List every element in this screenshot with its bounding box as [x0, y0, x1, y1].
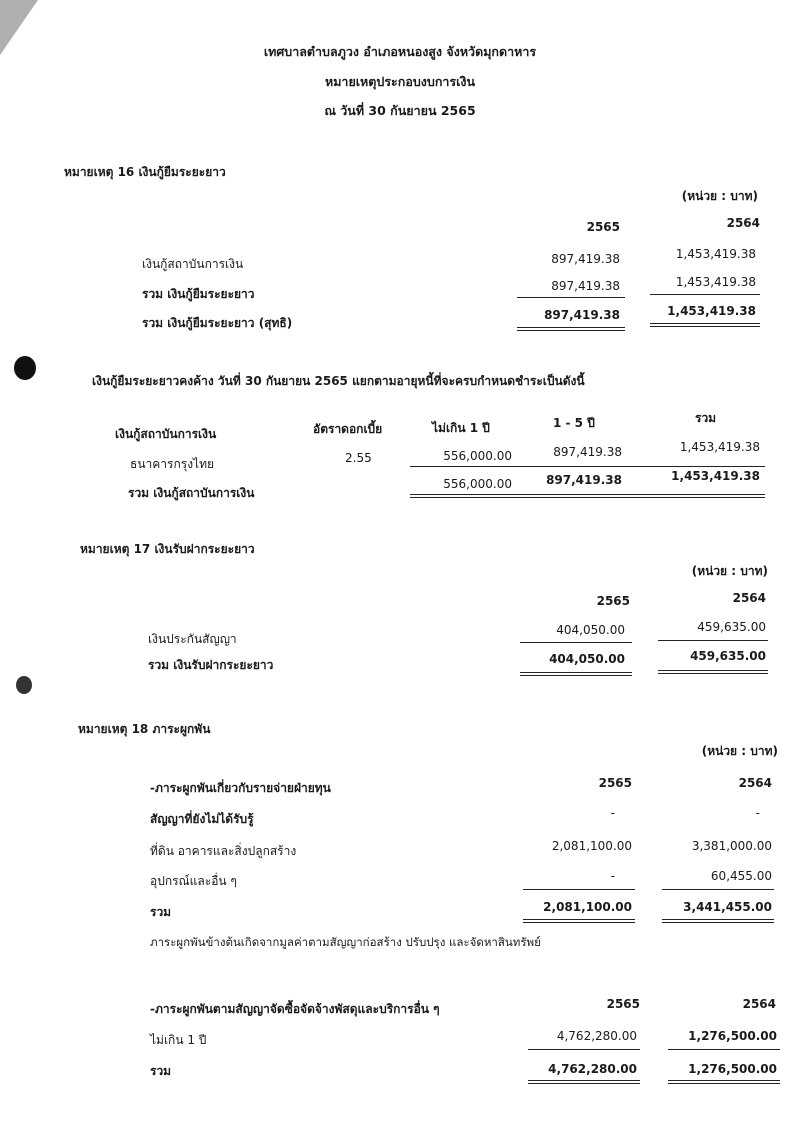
note17-sum-label: รวม เงินรับฝากระยะยาว — [148, 658, 274, 672]
procurement-double-underline-1 — [528, 1080, 640, 1084]
procurement-within1-label: ไม่เกิน 1 ปี — [150, 1033, 207, 1047]
maturity-header-1to5: 1 - 5 ปี — [553, 416, 595, 430]
maturity-sum-1to5: 897,419.38 — [546, 473, 622, 487]
procurement-double-underline-2 — [668, 1080, 780, 1084]
note17-underline-1 — [520, 642, 632, 643]
capital-total-v1: 2,081,100.00 — [543, 900, 632, 914]
capital-equip-label: อุปกรณ์และอื่น ๆ — [150, 874, 237, 888]
note17-row-label: เงินประกันสัญญา — [148, 632, 237, 646]
note17-double-underline-2 — [658, 670, 768, 674]
capital-sub-v2: - — [755, 806, 760, 820]
maturity-header-inst: เงินกู้สถาบันการเงิน — [115, 427, 217, 441]
note16-row-v1: 897,419.38 — [551, 252, 620, 266]
maturity-row-label: ธนาคารกรุงไทย — [130, 457, 215, 471]
note17-double-underline-1 — [520, 672, 632, 676]
maturity-header-within1: ไม่เกิน 1 ปี — [432, 421, 490, 435]
note16-row-label: เงินกู้สถาบันการเงิน — [142, 257, 244, 271]
maturity-row-within1: 556,000.00 — [443, 449, 512, 463]
note17-row-v2: 459,635.00 — [697, 620, 766, 634]
capital-col2: 2564 — [738, 776, 772, 790]
note16-title: หมายเหตุ 16 เงินกู้ยืมระยะยาว — [64, 165, 226, 179]
capital-sub-label: สัญญาที่ยังไม่ได้รับรู้ — [150, 812, 254, 826]
note16-underline-1 — [517, 297, 625, 298]
note16-col1: 2565 — [586, 220, 620, 234]
procurement-within1-v1: 4,762,280.00 — [556, 1029, 637, 1043]
note17-underline-2 — [658, 640, 768, 641]
capital-double-underline-2 — [662, 919, 774, 923]
maturity-double-underline — [410, 494, 765, 498]
capital-footnote: ภาระผูกพันข้างต้นเกิดจากมูลค่าตามสัญญาก่อสร้าง ปรับปรุง และจัดหาสินทรัพย์ — [150, 935, 541, 949]
procurement-total-label: รวม — [150, 1064, 172, 1078]
procurement-within1-v2: 1,276,500.00 — [688, 1029, 777, 1043]
note17-unit: (หน่วย : บาท) — [691, 564, 768, 578]
note16-underline-2 — [650, 294, 760, 295]
note17-title: หมายเหตุ 17 เงินรับฝากระยะยาว — [80, 542, 255, 556]
capital-col1: 2565 — [598, 776, 632, 790]
maturity-sum-within1: 556,000.00 — [443, 477, 512, 491]
note16-row-v2: 1,453,419.38 — [675, 247, 756, 261]
capital-equip-v2: 60,455.00 — [710, 869, 772, 883]
note17-col1: 2565 — [596, 594, 630, 608]
capital-double-underline-1 — [523, 919, 635, 923]
binder-hole-bottom — [16, 676, 32, 694]
note16-net-v2: 1,453,419.38 — [667, 304, 756, 318]
procurement-col1: 2565 — [606, 997, 640, 1011]
binder-hole-top — [14, 356, 36, 380]
capital-underline-2 — [662, 889, 774, 890]
capital-heading: -ภาระผูกพันเกี่ยวกับรายจ่ายฝ่ายทุน — [150, 781, 331, 795]
capital-total-v2: 3,441,455.00 — [683, 900, 772, 914]
procurement-col2: 2564 — [742, 997, 776, 1011]
maturity-sum-total: 1,453,419.38 — [671, 469, 760, 483]
maturity-header-total: รวม — [695, 411, 717, 425]
note17-sum-v2: 459,635.00 — [690, 649, 766, 663]
maturity-underline — [410, 466, 765, 467]
procurement-underline-2 — [668, 1049, 780, 1050]
maturity-header-rate: อัตราดอกเบี้ย — [313, 422, 383, 436]
capital-land-label: ที่ดิน อาคารและสิ่งปลูกสร้าง — [150, 844, 297, 858]
procurement-total-v1: 4,762,280.00 — [548, 1062, 637, 1076]
maturity-row-total: 1,453,419.38 — [679, 440, 760, 454]
capital-land-v1: 2,081,100.00 — [551, 839, 632, 853]
note16-net-v1: 897,419.38 — [544, 308, 620, 322]
maturity-row-rate: 2.55 — [345, 451, 372, 465]
capital-land-v2: 3,381,000.00 — [691, 839, 772, 853]
note17-row-v1: 404,050.00 — [556, 623, 625, 637]
header-org: เทศบาลตำบลภูวง อำเภอหนองสูง จังหวัดมุกดาหาร — [263, 44, 537, 59]
header-subtitle: หมายเหตุประกอบงบการเงิน — [324, 74, 476, 89]
procurement-heading: -ภาระผูกพันตามสัญญาจัดซื้อจัดจ้างพัสดุและบริการอื่น ๆ — [150, 1002, 440, 1016]
capital-sub-v1: - — [610, 806, 615, 820]
maturity-row-1to5: 897,419.38 — [553, 445, 622, 459]
note16-sum-v1: 897,419.38 — [551, 279, 620, 293]
note16-double-underline-2 — [650, 323, 760, 327]
capital-underline-1 — [523, 889, 635, 890]
note16-double-underline-1 — [517, 327, 625, 331]
capital-total-label: รวม — [150, 905, 172, 919]
procurement-underline-1 — [528, 1049, 640, 1050]
maturity-title: เงินกู้ยืมระยะยาวคงค้าง วันที่ 30 กันยายน 2565 แยกตามอายุหนี้ที่จะครบกำหนดชำระเป็นดังนี้ — [92, 374, 585, 388]
note17-sum-v1: 404,050.00 — [549, 652, 625, 666]
capital-equip-v1: - — [610, 869, 615, 883]
maturity-sum-label: รวม เงินกู้สถาบันการเงิน — [128, 486, 255, 500]
header-date: ณ วันที่ 30 กันยายน 2565 — [324, 103, 476, 118]
note16-sum-label: รวม เงินกู้ยืมระยะยาว — [142, 287, 255, 301]
procurement-total-v2: 1,276,500.00 — [688, 1062, 777, 1076]
note16-col2: 2564 — [726, 216, 760, 230]
note16-net-label: รวม เงินกู้ยืมระยะยาว (สุทธิ) — [142, 316, 293, 330]
note17-col2: 2564 — [732, 591, 766, 605]
note16-sum-v2: 1,453,419.38 — [675, 275, 756, 289]
note18-title: หมายเหตุ 18 ภาระผูกพัน — [78, 722, 211, 736]
note18-unit: (หน่วย : บาท) — [701, 744, 778, 758]
note16-unit: (หน่วย : บาท) — [681, 189, 758, 203]
